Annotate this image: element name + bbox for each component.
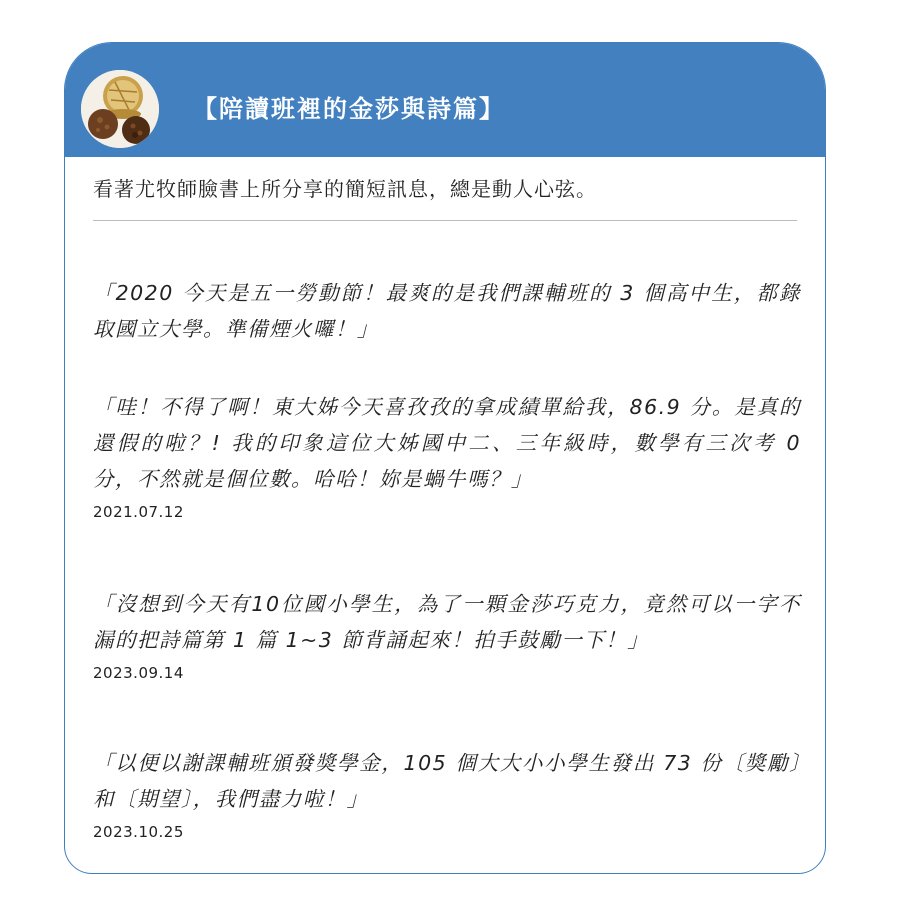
quote-entry [93,745,801,841]
quote-text: 「沒想到今天有10位國小學生，為了一顆金莎巧克力，竟然可以一字不漏的把詩篇第 1 篇 1~3 節背誦起來！拍手鼓勵一下！」 [93,592,801,652]
quote-entry [93,275,801,347]
post-date: 2023.09.14 [93,664,184,682]
article-card [64,42,826,874]
quote-text: 「哇！不得了啊！東大姊今天喜孜孜的拿成績單給我，86.9 分。是真的還假的啦？! 我的印象這位大姊國中二、三年級時，數學有三次考 0 分，不然就是個位數。哈哈！妳是蝸牛嗎？」 [93,395,801,491]
divider [93,220,797,221]
quote-text: 「以便以謝課輔班頒發獎學金，105 個大大小小學生發出 73 份〔獎勵〕和〔期望〕，我們盡力啦！」 [93,751,801,811]
quote-entry [93,389,801,521]
quote-text: 「2020 今天是五一勞動節！最爽的是我們課輔班的 3 個高中生，都錄取國立大學。準備煙火囉！」 [93,281,801,341]
ferrero-rocher-chocolate-icon [81,70,159,148]
post-date: 2021.07.12 [93,503,184,521]
card-header [65,43,825,157]
quote-entry [93,586,801,682]
post-date: 2023.10.25 [93,823,184,841]
page-title: 【陪讀班裡的金莎與詩篇】 [193,95,505,123]
intro-text: 看著尤牧師臉書上所分享的簡短訊息，總是動人心弦。 [93,177,597,201]
